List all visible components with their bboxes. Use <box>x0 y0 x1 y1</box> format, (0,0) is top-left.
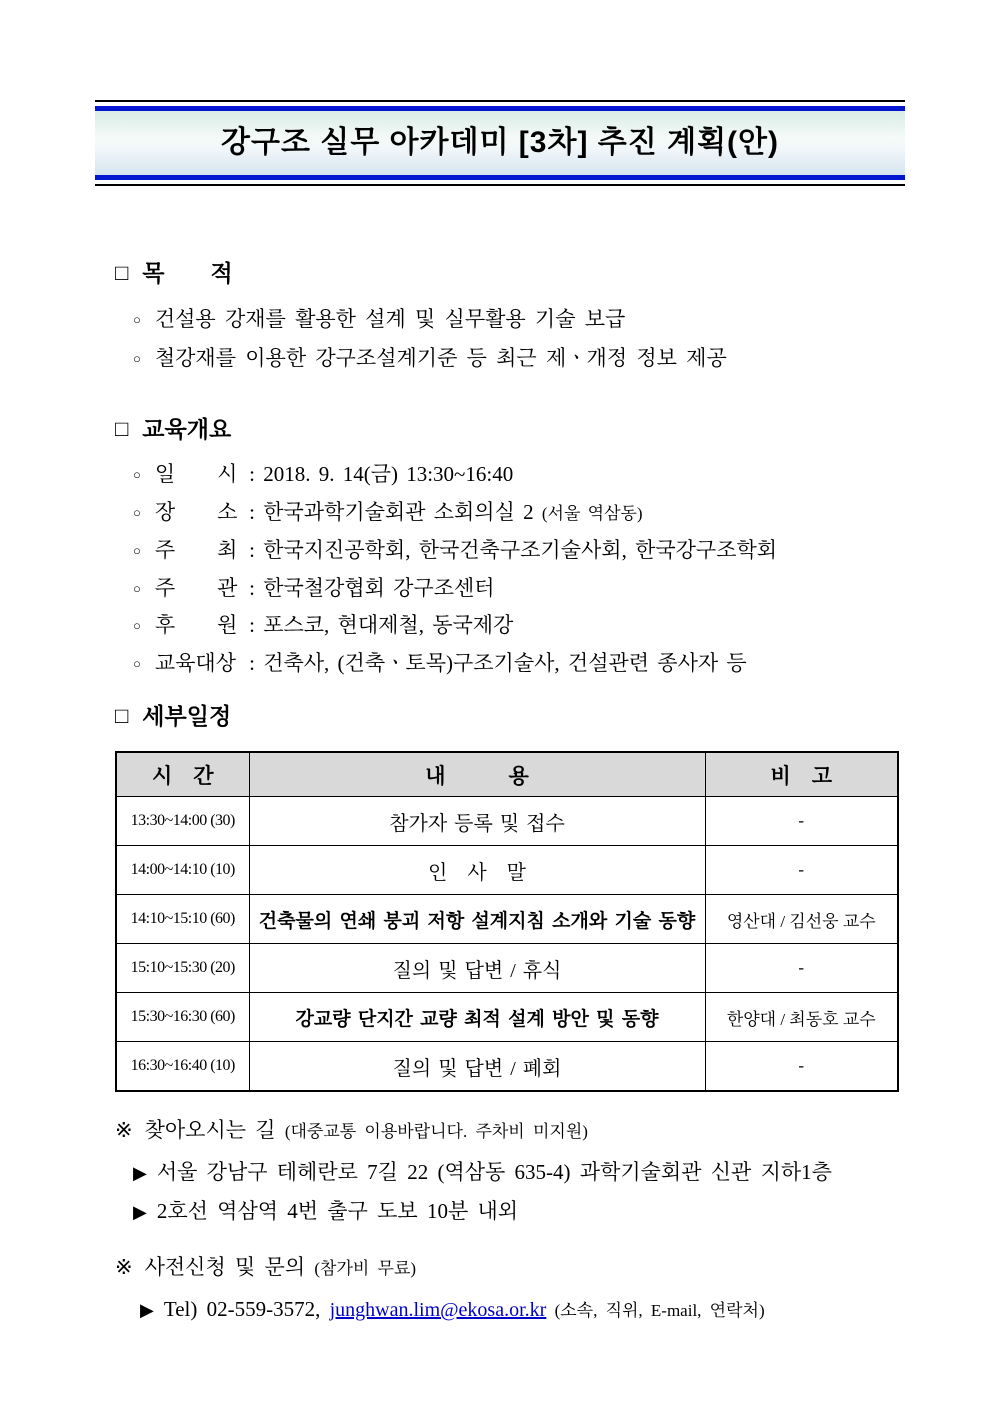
overview-row-sponsors <box>133 607 777 645</box>
directions-subway-line <box>133 1192 832 1231</box>
overview-separator: : <box>240 462 264 486</box>
schedule-content-cell: 질의 및 답변 / 폐회 <box>249 1042 705 1092</box>
table-row <box>116 1042 898 1092</box>
schedule-header-content: 내 용 <box>249 752 705 797</box>
overview-value: 한국과학기술회관 소회의실 2 <box>263 499 542 524</box>
square-bullet-icon: □ <box>115 260 129 285</box>
contact-phone: Tel) 02-559-3572, <box>163 1297 330 1321</box>
overview-label: 장 소 <box>154 499 238 524</box>
directions-title: 찾아오시는 길 <box>144 1118 285 1142</box>
circle-bullet-icon: ○ <box>133 504 141 520</box>
schedule-content-cell: 참가자 등록 및 접수 <box>249 797 705 846</box>
schedule-note-cell: 한양대 / 최동호 교수 <box>705 993 898 1042</box>
schedule-content-cell: 질의 및 답변 / 휴식 <box>249 944 705 993</box>
schedule-content-cell: 건축물의 연쇄 붕괴 저항 설계지침 소개와 기술 동향 <box>249 895 705 944</box>
overview-rows <box>133 456 777 682</box>
schedule-table <box>115 751 899 1092</box>
schedule-note-cell: 영산대 / 김선웅 교수 <box>705 895 898 944</box>
square-bullet-icon: □ <box>115 416 129 441</box>
purpose-item <box>133 339 727 378</box>
schedule-note-cell: - <box>705 797 898 846</box>
directions-note: (대중교통 이용바랍니다. 주차비 미지원) <box>284 1122 588 1141</box>
circle-bullet-icon: ○ <box>133 543 141 558</box>
square-bullet-icon: □ <box>115 703 129 728</box>
overview-row-place <box>133 494 777 533</box>
directions-heading <box>115 1115 832 1147</box>
overview-row-hosts <box>133 532 777 570</box>
schedule-time-cell: 13:30~14:00 (30) <box>116 797 249 846</box>
schedule-time-cell: 14:10~15:10 (60) <box>116 895 249 944</box>
overview-separator: : <box>240 650 264 675</box>
table-row <box>116 944 898 993</box>
overview-separator: : <box>240 613 264 637</box>
directions-address: 서울 강남구 테헤란로 7길 22 (역삼동 635-4) 과학기술회관 신관 지하1층 <box>156 1160 832 1184</box>
schedule-header-note: 비 고 <box>705 752 898 797</box>
overview-separator: : <box>240 575 264 600</box>
title-banner <box>95 100 905 186</box>
overview-heading-label: 교육개요 <box>142 416 232 442</box>
section-schedule <box>115 701 899 1092</box>
schedule-header-row <box>116 752 898 797</box>
overview-separator: : <box>240 538 264 562</box>
section-purpose <box>115 258 727 378</box>
banner-top-rule <box>95 100 905 102</box>
section-registration <box>115 1252 765 1330</box>
overview-heading <box>115 414 777 444</box>
arrow-bullet-icon: ▶ <box>140 1300 154 1320</box>
arrow-bullet-icon: ▶ <box>133 1202 147 1222</box>
arrow-bullet-icon: ▶ <box>133 1163 147 1183</box>
schedule-time-cell: 15:30~16:30 (60) <box>116 993 249 1042</box>
schedule-note-cell: - <box>705 1042 898 1092</box>
overview-label: 일 시 <box>154 462 238 486</box>
registration-contact-line <box>140 1290 765 1330</box>
banner-bottom-rule <box>95 184 905 186</box>
circle-bullet-icon: ○ <box>133 312 141 327</box>
overview-label: 후 원 <box>154 613 238 637</box>
registration-heading <box>115 1252 765 1284</box>
overview-value: 한국지진공학회, 한국건축구조기술사회, 한국강구조학회 <box>263 538 778 562</box>
purpose-item <box>133 300 727 339</box>
overview-value-note: (서울 역삼동) <box>541 503 643 523</box>
section-overview <box>115 414 777 682</box>
contact-suffix: (소속, 직위, E-mail, 연락처) <box>546 1301 765 1320</box>
circle-bullet-icon: ○ <box>133 580 141 596</box>
schedule-content-cell: 강교량 단지간 교량 최적 설계 방안 및 동향 <box>249 993 705 1042</box>
overview-label: 주 관 <box>154 575 238 600</box>
circle-bullet-icon: ○ <box>133 351 141 366</box>
registration-title: 사전신청 및 문의 <box>144 1255 315 1279</box>
schedule-note-cell: - <box>705 944 898 993</box>
schedule-heading-label: 세부일정 <box>142 703 232 729</box>
overview-row-audience <box>133 645 777 683</box>
directions-subway: 2호선 역삼역 4번 출구 도보 10분 내외 <box>156 1199 519 1223</box>
directions-address-line <box>133 1153 832 1192</box>
table-row <box>116 846 898 895</box>
schedule-content-cell: 인 사 말 <box>249 846 705 895</box>
schedule-time-cell: 15:10~15:30 (20) <box>116 944 249 993</box>
schedule-time-cell: 16:30~16:40 (10) <box>116 1042 249 1092</box>
purpose-item-text: 건설용 강재를 활용한 설계 및 실무활용 기술 보급 <box>154 307 626 331</box>
overview-label: 주 최 <box>154 538 238 562</box>
contact-email-link[interactable]: junghwan.lim@ekosa.or.kr <box>329 1299 547 1321</box>
table-row <box>116 895 898 944</box>
overview-row-organizer <box>133 570 777 608</box>
circle-bullet-icon: ○ <box>133 467 141 482</box>
purpose-item-text: 철강재를 이용한 강구조설계기준 등 최근 제ㆍ개정 정보 제공 <box>154 346 727 370</box>
reference-mark-icon: ※ <box>115 1118 133 1142</box>
overview-value: 건축사, (건축ㆍ토목)구조기술사, 건설관련 종사자 등 <box>263 650 747 675</box>
table-row <box>116 993 898 1042</box>
schedule-note-cell: - <box>705 846 898 895</box>
schedule-header-time: 시 간 <box>116 752 249 797</box>
overview-value: 한국철강협회 강구조센터 <box>263 575 495 600</box>
overview-separator: : <box>240 499 264 524</box>
circle-bullet-icon: ○ <box>133 655 141 671</box>
section-directions <box>115 1115 832 1231</box>
overview-label: 교육대상 <box>154 650 237 675</box>
schedule-time-cell: 14:00~14:10 (10) <box>116 846 249 895</box>
overview-value: 포스코, 현대제철, 동국제강 <box>263 613 514 637</box>
overview-value: 2018. 9. 14(금) 13:30~16:40 <box>263 462 514 486</box>
overview-row-datetime <box>133 456 777 494</box>
purpose-heading-label: 목 적 <box>142 260 233 286</box>
purpose-heading <box>115 258 727 288</box>
schedule-heading <box>115 701 899 731</box>
page-title: 강구조 실무 아카데미 [3차] 추진 계획(안) <box>220 126 780 159</box>
banner-box <box>95 106 905 180</box>
reference-mark-icon: ※ <box>115 1255 133 1279</box>
circle-bullet-icon: ○ <box>133 618 141 633</box>
registration-note: (참가비 무료) <box>314 1259 417 1278</box>
table-row <box>116 797 898 846</box>
